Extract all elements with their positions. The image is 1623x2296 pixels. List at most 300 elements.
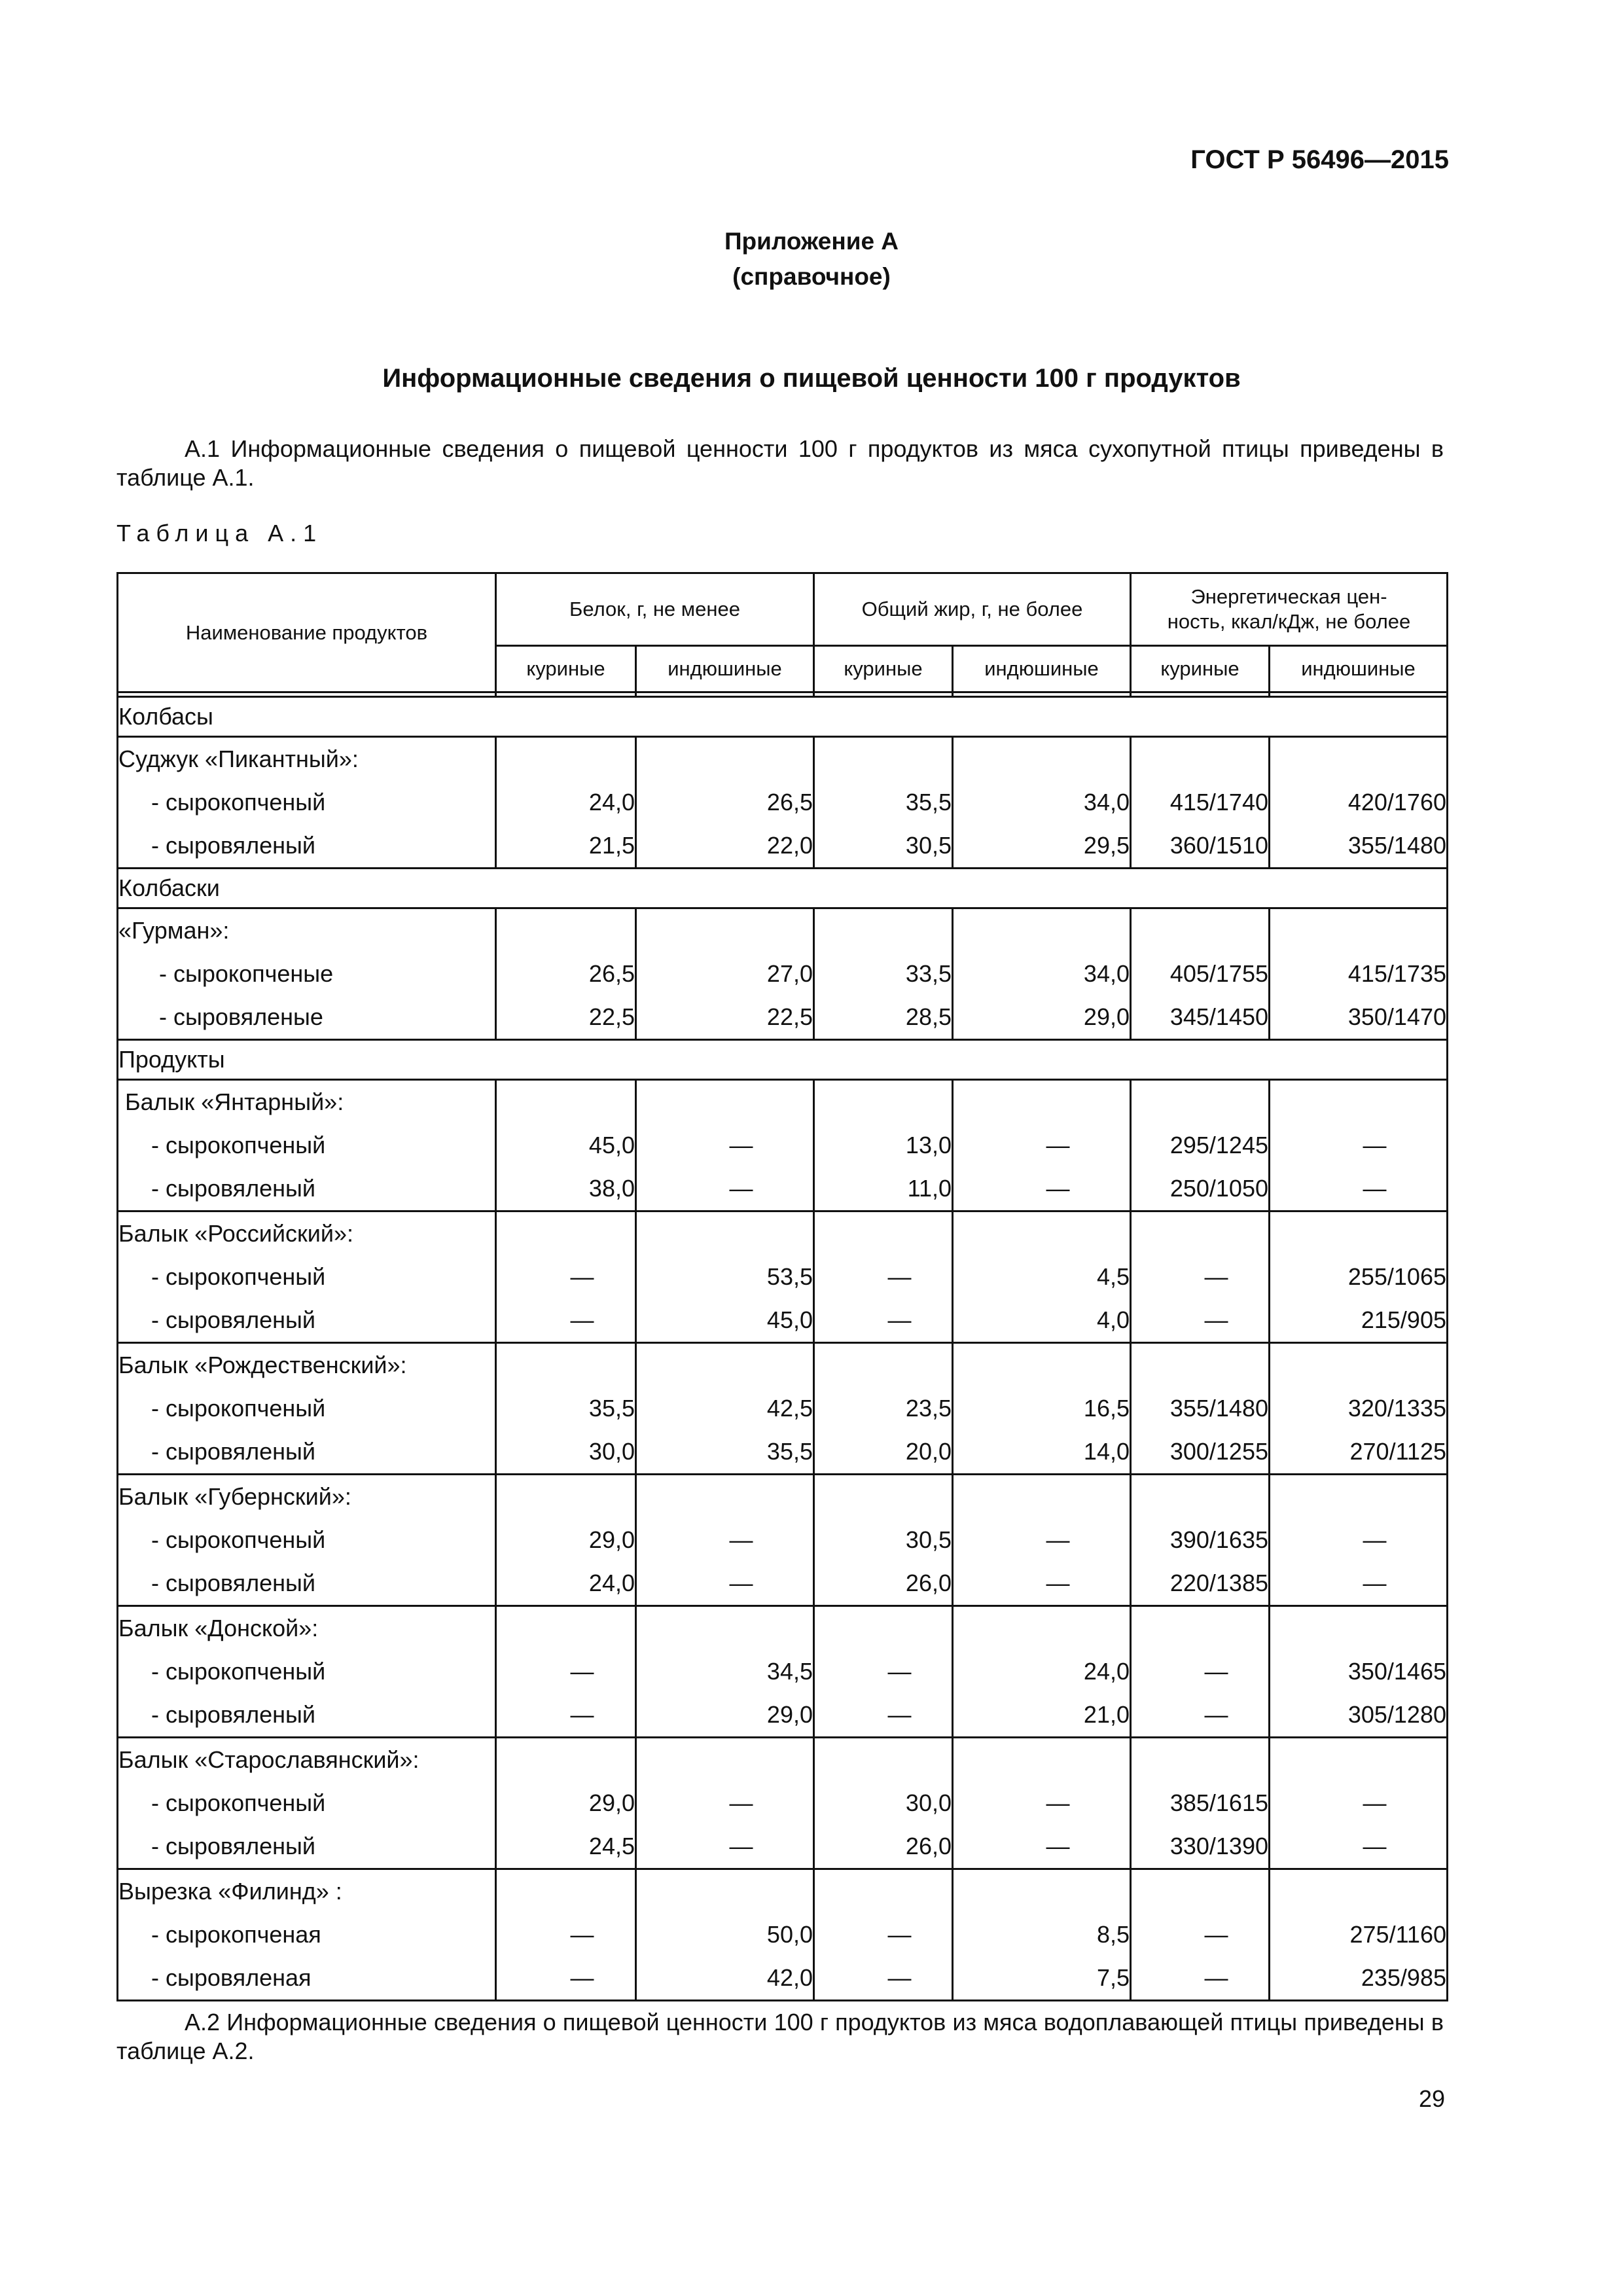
- nutrition-value: 42,5: [766, 1395, 813, 1422]
- appendix-heading: [0, 224, 1623, 295]
- nutrition-value: 355/1480: [1169, 1395, 1268, 1422]
- nutrition-value: 4,5: [1096, 1263, 1130, 1290]
- value-cell: [636, 1343, 814, 1475]
- product-name-cell: [118, 1475, 496, 1606]
- value-cell: [636, 1080, 814, 1211]
- product-group-name: Балык «Губернский»:: [118, 1483, 351, 1510]
- product-name-cell: [118, 1869, 496, 2001]
- value-spacer: [637, 1738, 813, 1782]
- spacer-cell: [1131, 692, 1270, 697]
- value-cell: [814, 1343, 953, 1475]
- value-cell: [1131, 908, 1270, 1040]
- value-cell: [953, 1343, 1131, 1475]
- value-cell: [636, 737, 814, 869]
- value-cell: [1270, 1869, 1448, 2001]
- table-row: [118, 1211, 1448, 1343]
- value-spacer: [815, 1870, 952, 1913]
- product-variant-name: - сырокопченый: [151, 1526, 326, 1553]
- value-spacer: [815, 1738, 952, 1782]
- value-spacer: [954, 1738, 1130, 1782]
- nutrition-value: —: [1363, 1789, 1387, 1816]
- nutrition-value: 34,0: [1083, 789, 1130, 816]
- nutrition-value: 24,5: [588, 1833, 635, 1859]
- nutrition-value: 45,0: [588, 1132, 635, 1158]
- value-spacer: [815, 1212, 952, 1255]
- paragraph-a1-text: А.1 Информационные сведения о пищевой ценности 100 г продуктов из мяса сухопутной птицы приведены в таблице А.1.: [116, 435, 1444, 491]
- value-spacer: [1270, 1738, 1446, 1782]
- product-name-cell: [118, 1606, 496, 1738]
- nutrition-value: —: [1204, 1964, 1228, 1991]
- value-cell: [1131, 1606, 1270, 1738]
- product-variant-name: - сыровяленый: [151, 832, 316, 859]
- value-spacer: [497, 738, 635, 781]
- nutrition-value: —: [1046, 1132, 1070, 1158]
- value-spacer: [1132, 1344, 1268, 1387]
- value-cell: [814, 1606, 953, 1738]
- value-spacer: [497, 1344, 635, 1387]
- nutrition-value: 33,5: [905, 960, 952, 987]
- value-spacer: [954, 1344, 1130, 1387]
- value-cell: [814, 908, 953, 1040]
- product-group-name: Балык «Янтарный»:: [118, 1088, 344, 1115]
- value-spacer: [1132, 1081, 1268, 1124]
- product-variant-name: - сырокопченая: [151, 1921, 321, 1948]
- nutrition-value: —: [729, 1833, 753, 1859]
- nutrition-value: —: [729, 1175, 753, 1202]
- value-spacer: [1132, 1738, 1268, 1782]
- value-cell: [1270, 1475, 1448, 1606]
- value-cell: [1270, 1343, 1448, 1475]
- header-energy-line2: ность, ккал/кДж, не более: [1167, 610, 1411, 633]
- nutrition-value: —: [1204, 1701, 1228, 1728]
- table-row: [118, 1738, 1448, 1869]
- nutrition-value: —: [570, 1921, 594, 1948]
- nutrition-value: 270/1125: [1349, 1438, 1446, 1465]
- product-variant-name: - сыровяленый: [151, 1438, 316, 1465]
- nutrition-value: —: [729, 1789, 753, 1816]
- value-spacer: [637, 1870, 813, 1913]
- value-cell: [496, 737, 636, 869]
- nutrition-value: 35,5: [766, 1438, 813, 1465]
- standard-code: ГОСТ Р 56496—2015: [1190, 145, 1449, 174]
- product-variant-name: - сырокопченый: [151, 1789, 326, 1816]
- nutrition-table: [116, 572, 1448, 2001]
- nutrition-value: —: [1204, 1263, 1228, 1290]
- product-group-name: Балык «Рождественский»:: [118, 1352, 407, 1378]
- value-cell: [953, 908, 1131, 1040]
- value-spacer: [815, 1344, 952, 1387]
- value-spacer: [815, 1081, 952, 1124]
- nutrition-value: 24,0: [588, 1570, 635, 1596]
- nutrition-value: —: [1363, 1526, 1387, 1553]
- nutrition-value: 34,0: [1083, 960, 1130, 987]
- section-title: Колбасы: [118, 697, 1448, 737]
- value-spacer: [497, 1212, 635, 1255]
- header-fat: Общий жир, г, не более: [814, 573, 1131, 646]
- header-product-name: Наименование продуктов: [118, 573, 496, 692]
- nutrition-value: —: [1204, 1921, 1228, 1948]
- spacer-cell: [636, 692, 814, 697]
- value-cell: [814, 737, 953, 869]
- product-variant-name: - сыровяленый: [151, 1833, 316, 1859]
- value-cell: [496, 1869, 636, 2001]
- nutrition-value: 415/1735: [1347, 960, 1446, 987]
- nutrition-value: 29,0: [1083, 1003, 1130, 1030]
- nutrition-value: 415/1740: [1169, 789, 1268, 816]
- header-energy-line1: Энергетическая цен-: [1190, 585, 1387, 608]
- paragraph-a1: [116, 435, 1444, 492]
- value-spacer: [815, 738, 952, 781]
- value-cell: [814, 1869, 953, 2001]
- table-row: [118, 737, 1448, 869]
- value-cell: [953, 1869, 1131, 2001]
- value-cell: [496, 1475, 636, 1606]
- value-spacer: [815, 1607, 952, 1650]
- nutrition-value: —: [1363, 1570, 1387, 1596]
- value-spacer: [637, 738, 813, 781]
- value-spacer: [637, 1344, 813, 1387]
- value-cell: [1131, 737, 1270, 869]
- value-cell: [953, 1211, 1131, 1343]
- nutrition-value: 21,5: [588, 832, 635, 859]
- nutrition-value: 11,0: [907, 1175, 952, 1202]
- nutrition-value: 50,0: [766, 1921, 813, 1948]
- nutrition-value: 38,0: [588, 1175, 635, 1202]
- value-spacer: [637, 1475, 813, 1518]
- nutrition-value: 7,5: [1096, 1964, 1130, 1991]
- value-spacer: [1132, 909, 1268, 952]
- nutrition-value: 27,0: [766, 960, 813, 987]
- value-cell: [496, 1343, 636, 1475]
- product-variant-name: - сыровяленый: [151, 1175, 316, 1202]
- value-cell: [953, 1606, 1131, 1738]
- nutrition-value: 4,0: [1096, 1306, 1130, 1333]
- nutrition-value: 26,0: [905, 1570, 952, 1596]
- nutrition-value: —: [1204, 1306, 1228, 1333]
- nutrition-value: 29,0: [766, 1701, 813, 1728]
- spacer-cell: [496, 692, 636, 697]
- value-cell: [953, 1080, 1131, 1211]
- product-variant-name: - сыровяленый: [151, 1570, 316, 1596]
- nutrition-value: 360/1510: [1169, 832, 1268, 859]
- value-cell: [1131, 1080, 1270, 1211]
- nutrition-value: 42,0: [766, 1964, 813, 1991]
- nutrition-value: —: [570, 1701, 594, 1728]
- nutrition-value: 22,0: [766, 832, 813, 859]
- appendix-subtitle: (справочное): [732, 263, 891, 290]
- value-cell: [1270, 737, 1448, 869]
- nutrition-value: 24,0: [1083, 1658, 1130, 1685]
- nutrition-value: 13,0: [905, 1132, 952, 1158]
- nutrition-value: —: [1046, 1789, 1070, 1816]
- value-cell: [636, 1211, 814, 1343]
- nutrition-value: 53,5: [766, 1263, 813, 1290]
- nutrition-value: —: [1363, 1833, 1387, 1859]
- document-title: Информационные сведения о пищевой ценности 100 г продуктов: [382, 364, 1241, 393]
- section-title: Продукты: [118, 1040, 1448, 1080]
- nutrition-value: 20,0: [905, 1438, 952, 1465]
- nutrition-value: 35,5: [588, 1395, 635, 1422]
- value-spacer: [497, 1081, 635, 1124]
- nutrition-value: 405/1755: [1169, 960, 1268, 987]
- value-spacer: [497, 1738, 635, 1782]
- paragraph-a2-text: А.2 Информационные сведения о пищевой ценности 100 г продуктов из мяса водоплавающей птицы приведены в таблице А.2.: [116, 2009, 1444, 2064]
- value-cell: [814, 1080, 953, 1211]
- paragraph-a2: [116, 2008, 1444, 2066]
- table-row: [118, 1475, 1448, 1606]
- value-spacer: [1132, 738, 1268, 781]
- product-variant-name: - сыровяленый: [151, 1306, 316, 1333]
- product-group-name: «Гурман»:: [118, 917, 230, 944]
- value-spacer: [1270, 909, 1446, 952]
- value-cell: [496, 1211, 636, 1343]
- value-cell: [1270, 908, 1448, 1040]
- product-variant-name: - сырокопченые: [159, 960, 334, 987]
- value-cell: [496, 1738, 636, 1869]
- value-cell: [814, 1475, 953, 1606]
- nutrition-value: —: [729, 1526, 753, 1553]
- nutrition-value: 330/1390: [1169, 1833, 1268, 1859]
- nutrition-value: —: [887, 1964, 912, 1991]
- nutrition-value: 30,5: [905, 832, 952, 859]
- header-energy-turkey: индюшиные: [1270, 646, 1448, 692]
- value-cell: [496, 1080, 636, 1211]
- value-spacer: [954, 909, 1130, 952]
- nutrition-value: —: [1204, 1658, 1228, 1685]
- appendix-title: Приложение А: [724, 228, 899, 255]
- value-spacer: [497, 1607, 635, 1650]
- nutrition-value: —: [887, 1701, 912, 1728]
- table-row: [118, 1606, 1448, 1738]
- nutrition-value: —: [570, 1658, 594, 1685]
- nutrition-value: —: [1046, 1526, 1070, 1553]
- table-row: [118, 1080, 1448, 1211]
- product-variant-name: - сырокопченый: [151, 1132, 326, 1158]
- nutrition-value: 8,5: [1096, 1921, 1130, 1948]
- nutrition-value: 255/1065: [1347, 1263, 1446, 1290]
- value-cell: [953, 1738, 1131, 1869]
- product-group-name: Балык «Донской»:: [118, 1615, 319, 1641]
- nutrition-value: 29,0: [588, 1789, 635, 1816]
- section-row: [118, 1040, 1448, 1080]
- product-variant-name: - сыровяленый: [151, 1701, 316, 1728]
- nutrition-value: 14,0: [1083, 1438, 1130, 1465]
- nutrition-value: 320/1335: [1347, 1395, 1446, 1422]
- header-fat-turkey: индюшиные: [953, 646, 1131, 692]
- nutrition-value: 30,0: [588, 1438, 635, 1465]
- value-spacer: [1132, 1607, 1268, 1650]
- value-spacer: [497, 909, 635, 952]
- section-row: [118, 869, 1448, 908]
- value-cell: [953, 737, 1131, 869]
- nutrition-value: 22,5: [766, 1003, 813, 1030]
- product-name-cell: [118, 908, 496, 1040]
- table-body: [118, 692, 1448, 2001]
- value-spacer: [954, 1870, 1130, 1913]
- value-spacer: [1270, 1607, 1446, 1650]
- value-cell: [636, 908, 814, 1040]
- nutrition-value: 16,5: [1083, 1395, 1130, 1422]
- value-spacer: [637, 909, 813, 952]
- header-protein: Белок, г, не менее: [496, 573, 814, 646]
- table-caption: Таблица А.1: [116, 520, 323, 547]
- nutrition-value: 215/905: [1361, 1306, 1446, 1333]
- product-name-cell: [118, 1211, 496, 1343]
- value-spacer: [637, 1081, 813, 1124]
- value-cell: [814, 1738, 953, 1869]
- nutrition-value: —: [1046, 1175, 1070, 1202]
- nutrition-value: 390/1635: [1169, 1526, 1268, 1553]
- nutrition-value: 29,5: [1083, 832, 1130, 859]
- value-spacer: [1270, 1081, 1446, 1124]
- value-cell: [1270, 1738, 1448, 1869]
- value-cell: [1270, 1080, 1448, 1211]
- product-variant-name: - сыровяленая: [151, 1964, 312, 1991]
- nutrition-value: —: [570, 1964, 594, 1991]
- value-spacer: [1132, 1212, 1268, 1255]
- nutrition-value: 420/1760: [1347, 789, 1446, 816]
- nutrition-value: 28,5: [905, 1003, 952, 1030]
- value-spacer: [1270, 738, 1446, 781]
- value-spacer: [1270, 1870, 1446, 1913]
- nutrition-value: 23,5: [905, 1395, 952, 1422]
- value-spacer: [1270, 1344, 1446, 1387]
- nutrition-value: 250/1050: [1169, 1175, 1268, 1202]
- value-cell: [1131, 1738, 1270, 1869]
- product-variant-name: - сырокопченый: [151, 1395, 326, 1422]
- header-fat-chicken: куриные: [814, 646, 953, 692]
- value-spacer: [954, 1607, 1130, 1650]
- product-group-name: Вырезка «Филинд» :: [118, 1878, 342, 1905]
- product-name-cell: [118, 1343, 496, 1475]
- value-cell: [814, 1211, 953, 1343]
- section-row: [118, 697, 1448, 737]
- page-number: 29: [1418, 2085, 1445, 2112]
- nutrition-value: 385/1615: [1169, 1789, 1268, 1816]
- product-variant-name: - сырокопченый: [151, 789, 326, 816]
- nutrition-value: 45,0: [766, 1306, 813, 1333]
- product-group-name: Балык «Российский»:: [118, 1220, 353, 1247]
- product-group-name: Балык «Старославянский»:: [118, 1746, 419, 1773]
- value-spacer: [497, 1870, 635, 1913]
- nutrition-value: 26,5: [766, 789, 813, 816]
- value-cell: [1270, 1606, 1448, 1738]
- nutrition-value: —: [729, 1570, 753, 1596]
- value-cell: [1131, 1211, 1270, 1343]
- value-spacer: [637, 1212, 813, 1255]
- nutrition-value: 21,0: [1083, 1701, 1130, 1728]
- value-spacer: [954, 1081, 1130, 1124]
- nutrition-value: —: [1046, 1570, 1070, 1596]
- nutrition-value: —: [1363, 1175, 1387, 1202]
- nutrition-value: 350/1470: [1347, 1003, 1446, 1030]
- nutrition-value: —: [887, 1658, 912, 1685]
- value-cell: [953, 1475, 1131, 1606]
- value-spacer: [954, 1212, 1130, 1255]
- table-row: [118, 1343, 1448, 1475]
- section-title: Колбаски: [118, 869, 1448, 908]
- value-cell: [1131, 1475, 1270, 1606]
- header-protein-chicken: куриные: [496, 646, 636, 692]
- value-cell: [1270, 1211, 1448, 1343]
- value-cell: [636, 1606, 814, 1738]
- nutrition-value: 34,5: [766, 1658, 813, 1685]
- value-cell: [496, 908, 636, 1040]
- product-variant-name: - сыровяленые: [159, 1003, 323, 1030]
- value-spacer: [637, 1607, 813, 1650]
- nutrition-value: 220/1385: [1169, 1570, 1268, 1596]
- table-spacer-row: [118, 692, 1448, 697]
- value-cell: [636, 1738, 814, 1869]
- product-variant-name: - сырокопченый: [151, 1658, 326, 1685]
- nutrition-value: 300/1255: [1169, 1438, 1268, 1465]
- nutrition-value: 275/1160: [1349, 1921, 1446, 1948]
- nutrition-value: —: [887, 1306, 912, 1333]
- spacer-cell: [814, 692, 953, 697]
- header-energy-chicken: куриные: [1131, 646, 1270, 692]
- table-row: [118, 908, 1448, 1040]
- nutrition-value: —: [887, 1263, 912, 1290]
- value-cell: [1131, 1869, 1270, 2001]
- nutrition-value: —: [570, 1263, 594, 1290]
- nutrition-value: 305/1280: [1347, 1701, 1446, 1728]
- product-variant-name: - сырокопченый: [151, 1263, 326, 1290]
- value-spacer: [1132, 1870, 1268, 1913]
- value-cell: [496, 1606, 636, 1738]
- header-energy: [1131, 573, 1448, 646]
- nutrition-value: 22,5: [588, 1003, 635, 1030]
- nutrition-value: 24,0: [588, 789, 635, 816]
- nutrition-value: 30,5: [905, 1526, 952, 1553]
- nutrition-value: 355/1480: [1347, 832, 1446, 859]
- nutrition-value: —: [1363, 1132, 1387, 1158]
- value-cell: [1131, 1343, 1270, 1475]
- nutrition-value: 26,0: [905, 1833, 952, 1859]
- value-spacer: [954, 738, 1130, 781]
- nutrition-value: —: [570, 1306, 594, 1333]
- product-name-cell: [118, 1080, 496, 1211]
- table-row: [118, 1869, 1448, 2001]
- nutrition-value: 29,0: [588, 1526, 635, 1553]
- nutrition-value: 235/985: [1361, 1964, 1446, 1991]
- nutrition-value: —: [729, 1132, 753, 1158]
- value-spacer: [497, 1475, 635, 1518]
- nutrition-value: 26,5: [588, 960, 635, 987]
- nutrition-value: 30,0: [905, 1789, 952, 1816]
- header-protein-turkey: индюшиные: [636, 646, 814, 692]
- nutrition-value: 295/1245: [1169, 1132, 1268, 1158]
- product-name-cell: [118, 1738, 496, 1869]
- value-spacer: [815, 1475, 952, 1518]
- product-name-cell: [118, 737, 496, 869]
- spacer-cell: [1270, 692, 1448, 697]
- value-spacer: [1270, 1212, 1446, 1255]
- nutrition-value: —: [887, 1921, 912, 1948]
- spacer-cell: [118, 692, 496, 697]
- nutrition-value: 345/1450: [1169, 1003, 1268, 1030]
- value-spacer: [815, 909, 952, 952]
- value-cell: [636, 1869, 814, 2001]
- value-spacer: [1132, 1475, 1268, 1518]
- value-spacer: [954, 1475, 1130, 1518]
- value-spacer: [1270, 1475, 1446, 1518]
- nutrition-value: —: [1046, 1833, 1070, 1859]
- nutrition-value: 35,5: [905, 789, 952, 816]
- spacer-cell: [953, 692, 1131, 697]
- value-cell: [636, 1475, 814, 1606]
- product-group-name: Суджук «Пикантный»:: [118, 745, 359, 772]
- nutrition-value: 350/1465: [1347, 1658, 1446, 1685]
